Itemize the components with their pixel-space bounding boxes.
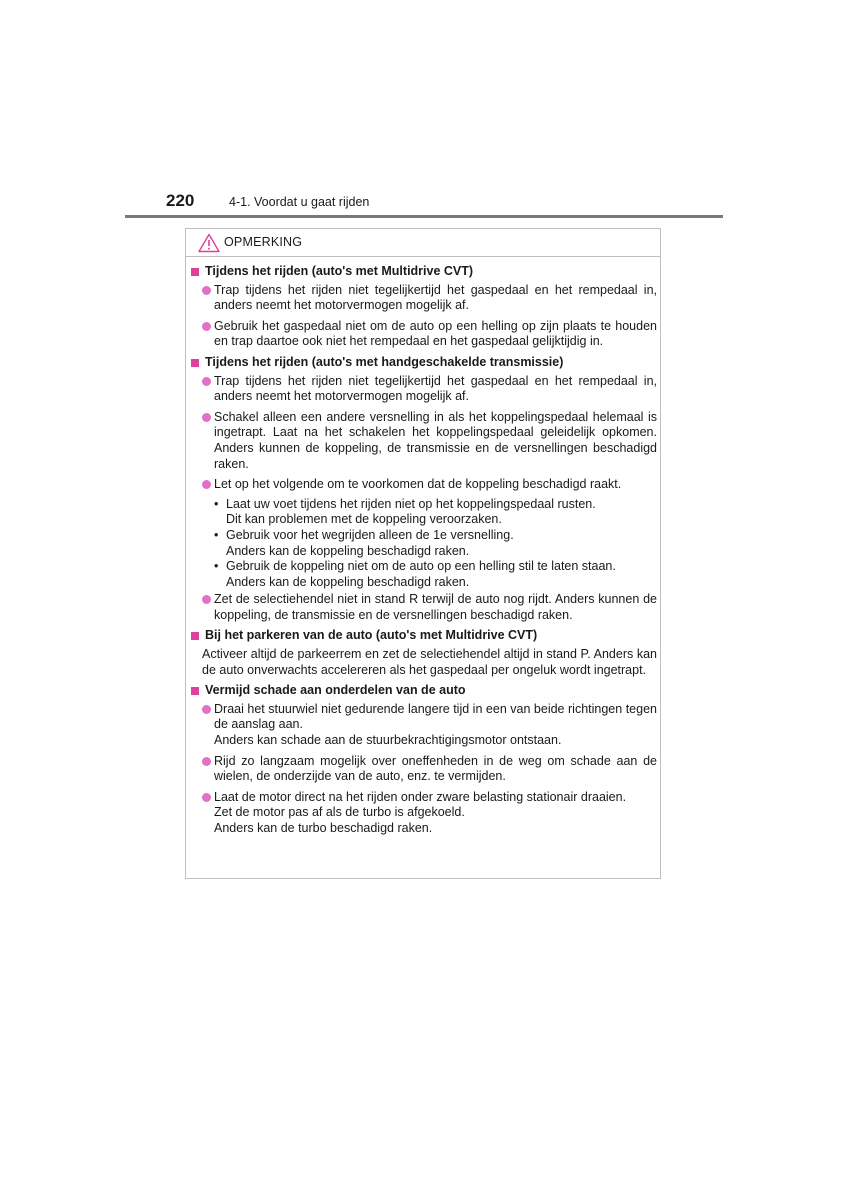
paragraph: Activeer altijd de parkeerrem en zet de selectiehendel altijd in stand P. Anders kan de auto onverwachts accelereren als het gaspedaal per ongeluk wordt ingetrapt. xyxy=(202,647,657,677)
notice-label: OPMERKING xyxy=(224,235,303,249)
section-avoid-damage xyxy=(189,683,659,836)
list-item: Trap tijdens het rijden niet tegelijkertijd het gaspedaal en het rempedaal in, anders neemt het motorvermogen mogelijk af. xyxy=(202,283,657,314)
list-item: Gebruik het gaspedaal niet om de auto op een helling op zijn plaats te houden en trap daartoe ook niet het rempedaal en het gaspedaal gelijktijdig in. xyxy=(202,319,657,350)
sub-list-item: • Laat uw voet tijdens het rijden niet op het koppelingspedaal rusten. Dit kan problemen met de koppeling veroorzaken. xyxy=(214,496,596,527)
list-item: Draai het stuurwiel niet gedurende langere tijd in een van beide richtingen tegen de aanslag aan. Anders kan schade aan de stuurbekrachtigingsmotor ontstaan. xyxy=(202,702,657,749)
circle-bullet-icon xyxy=(202,322,211,331)
dot-bullet-icon: • xyxy=(214,496,219,511)
circle-bullet-icon xyxy=(202,413,211,422)
circle-bullet-icon xyxy=(202,793,211,802)
dot-bullet-icon: • xyxy=(214,527,219,542)
section-cvt-driving xyxy=(189,264,659,350)
list-item: Zet de selectiehendel niet in stand R terwijl de auto nog rijdt. Anders kunnen de koppeling, de transmissie en de versnellingen beschadigd raken. xyxy=(202,592,657,623)
sub-list-item: • Gebruik voor het wegrijden alleen de 1e versnelling. Anders kan de koppeling beschadigd raken. xyxy=(214,527,514,558)
circle-bullet-icon xyxy=(202,705,211,714)
header-rule xyxy=(125,215,723,218)
section-manual-driving xyxy=(189,355,659,624)
section-title: 4-1. Voordat u gaat rijden xyxy=(229,195,370,209)
square-bullet-icon xyxy=(191,268,199,276)
section-parking xyxy=(189,628,659,678)
circle-bullet-icon xyxy=(202,757,211,766)
page-number: 220 xyxy=(166,191,195,210)
circle-bullet-icon xyxy=(202,377,211,386)
circle-bullet-icon xyxy=(202,286,211,295)
section-heading: Bij het parkeren van de auto (auto's met Multidrive CVT) xyxy=(189,628,659,644)
notice-box xyxy=(185,228,661,879)
list-item: Rijd zo langzaam mogelijk over oneffenheden in de weg om schade aan de wielen, de onderzijde van de auto, enz. te vermijden. xyxy=(202,754,657,785)
list-item: Laat de motor direct na het rijden onder zware belasting stationair draaien. Zet de motor pas af als de turbo is afgekoeld. Anders kan de turbo beschadigd raken. xyxy=(202,790,657,837)
section-heading: Vermijd schade aan onderdelen van de auto xyxy=(189,683,659,699)
square-bullet-icon xyxy=(191,359,199,367)
square-bullet-icon xyxy=(191,632,199,640)
list-item: Let op het volgende om te voorkomen dat de koppeling beschadigd raakt. xyxy=(202,477,657,493)
square-bullet-icon xyxy=(191,687,199,695)
warning-triangle-icon xyxy=(198,233,220,253)
notice-content xyxy=(189,264,659,842)
dot-bullet-icon: • xyxy=(214,559,219,574)
section-heading: Tijdens het rijden (auto's met handgeschakelde transmissie) xyxy=(189,355,659,371)
section-heading: Tijdens het rijden (auto's met Multidrive CVT) xyxy=(189,264,659,280)
circle-bullet-icon xyxy=(202,595,211,604)
list-item: Trap tijdens het rijden niet tegelijkertijd het gaspedaal en het rempedaal in, anders neemt het motorvermogen mogelijk af. xyxy=(202,374,657,405)
circle-bullet-icon xyxy=(202,480,211,489)
sub-list xyxy=(214,497,659,591)
notice-divider xyxy=(186,256,660,257)
sub-list-item: • Gebruik de koppeling niet om de auto op een helling stil te laten staan. Anders kan de koppeling beschadigd raken. xyxy=(214,559,616,589)
list-item: Schakel alleen een andere versnelling in als het koppelingspedaal helemaal is ingetrapt. Laat na het schakelen het koppelingspedaal geleidelijk opkomen. Anders kunnen de koppeling, de transmissie en de versnellingen beschadigd raken. xyxy=(202,410,657,472)
